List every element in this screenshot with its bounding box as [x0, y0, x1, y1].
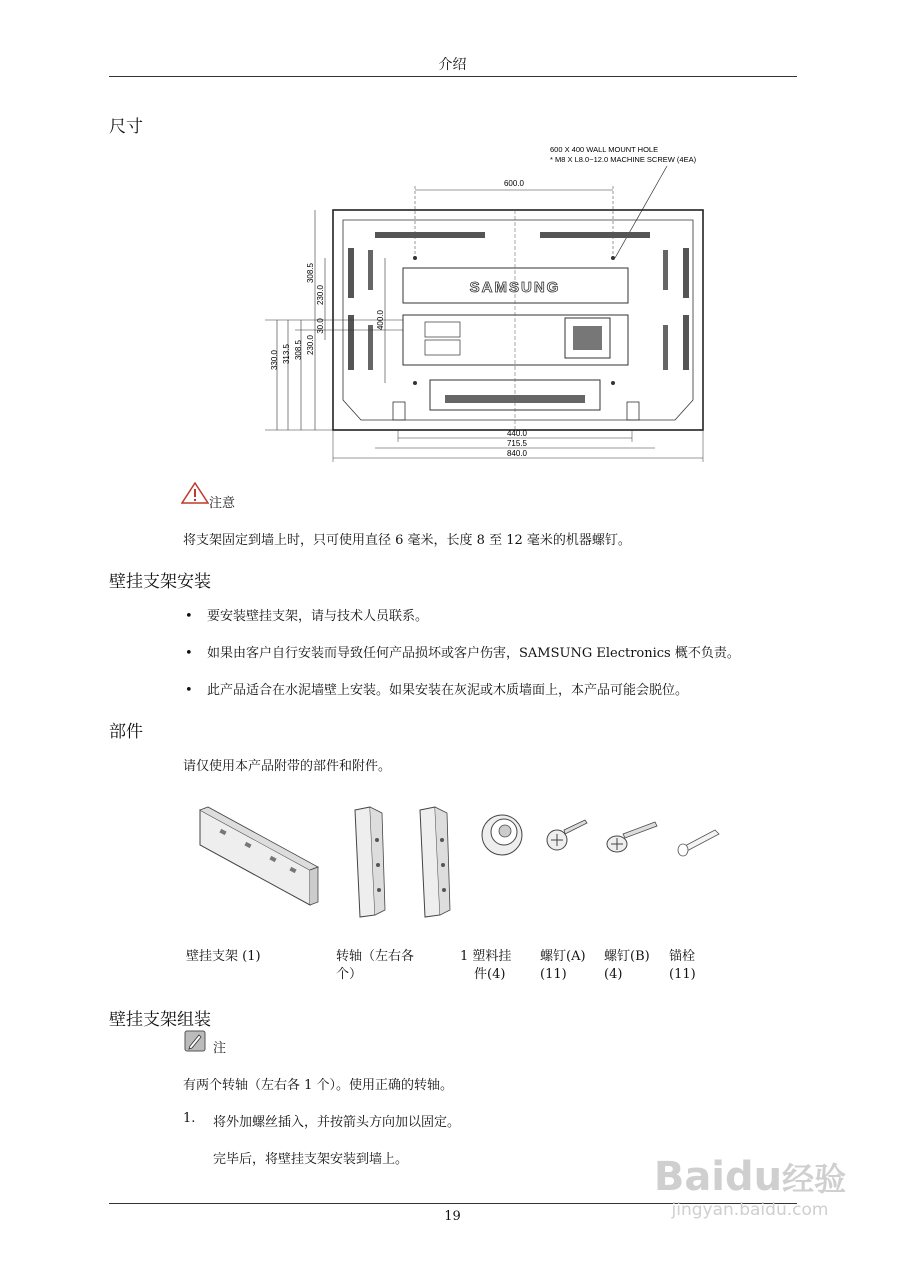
- page-header-title: 介绍: [438, 57, 467, 73]
- page-number: 19: [444, 1209, 461, 1224]
- dim-440: 440.0: [506, 429, 528, 438]
- dim-840: 840.0: [506, 449, 528, 458]
- note-text: 有两个转轴（左右各 1 个）。使用正确的转轴。: [183, 1078, 454, 1093]
- diagram-callout-line1: 600 X 400 WALL MOUNT HOLE: [550, 145, 659, 154]
- dim-230-top: 230.0: [316, 284, 325, 306]
- warning-triangle-icon: [181, 482, 209, 504]
- anchor-illustration: [675, 822, 723, 858]
- note-label: 注: [213, 1041, 227, 1056]
- part-label-screw-b: 螺钉(B) (4): [604, 949, 650, 982]
- header-rule: [109, 76, 797, 77]
- part-label-anchor: 锚栓 (11): [669, 949, 696, 982]
- part-label-screw-a: 螺钉(A) (11): [540, 949, 586, 982]
- watermark-brand: Baidu: [653, 1154, 783, 1200]
- install-bullet: • 要安装壁挂支架，请与技术人员联系。: [185, 609, 429, 624]
- screw-b-illustration: [605, 820, 660, 860]
- section-heading-parts: 部件: [109, 722, 143, 742]
- hinge-illustration: [340, 805, 470, 920]
- part-label-hanger: 1 塑料挂 件(4): [460, 949, 512, 982]
- section-heading-dimensions: 尺寸: [109, 117, 143, 137]
- part-label-hinge: 转轴（左右各 个）: [336, 949, 415, 982]
- dim-308-5-top: 308.5: [306, 262, 315, 284]
- section-heading-install: 壁挂支架安装: [109, 572, 211, 592]
- dim-313-5: 313.5: [282, 343, 291, 365]
- caution-label: 注意: [209, 496, 236, 511]
- wall-bracket-illustration: [190, 805, 330, 915]
- watermark-brand-cn: 经验: [782, 1160, 847, 1198]
- step-text: 将外加螺丝插入，并按箭头方向加以固定。: [213, 1115, 461, 1130]
- plastic-hanger-illustration: [478, 810, 528, 860]
- dim-30: 30.0: [316, 318, 325, 334]
- dim-330: 330.0: [270, 349, 279, 371]
- step-number: 1.: [183, 1111, 196, 1126]
- step-followup: 完毕后，将壁挂支架安装到墙上。: [213, 1152, 409, 1167]
- section-heading-assembly: 壁挂支架组装: [109, 1010, 211, 1030]
- parts-intro: 请仅使用本产品附带的部件和附件。: [183, 759, 392, 774]
- baidu-watermark: [645, 1156, 855, 1220]
- dim-400: 400.0: [376, 309, 385, 331]
- dim-600-label: 600.0: [503, 179, 525, 188]
- caution-text: 将支架固定到墙上时，只可使用直径 6 毫米，长度 8 至 12 毫米的机器螺钉。: [183, 533, 631, 548]
- dimension-diagram: [255, 140, 725, 470]
- diagram-callout-line2: * M8 X L8.0~12.0 MACHINE SCREW (4EA): [550, 155, 697, 164]
- install-bullet: • 此产品适合在水泥墙壁上安装。如果安装在灰泥或木质墙面上，本产品可能会脱位。: [185, 683, 689, 698]
- samsung-logo: SAMSUNG: [469, 279, 561, 296]
- note-pencil-icon: [184, 1030, 206, 1052]
- dim-308-5-bottom: 308.5: [294, 339, 303, 361]
- dim-715-5: 715.5: [506, 439, 528, 448]
- dim-230-bottom: 230.0: [306, 334, 315, 356]
- watermark-url: jingyan.baidu.com: [671, 1200, 829, 1220]
- screw-a-illustration: [545, 818, 590, 858]
- part-label-bracket: 壁挂支架 (1): [186, 949, 261, 964]
- install-bullet: • 如果由客户自行安装而导致任何产品损坏或客户伤害，SAMSUNG Electronics 概不负责。: [185, 646, 740, 661]
